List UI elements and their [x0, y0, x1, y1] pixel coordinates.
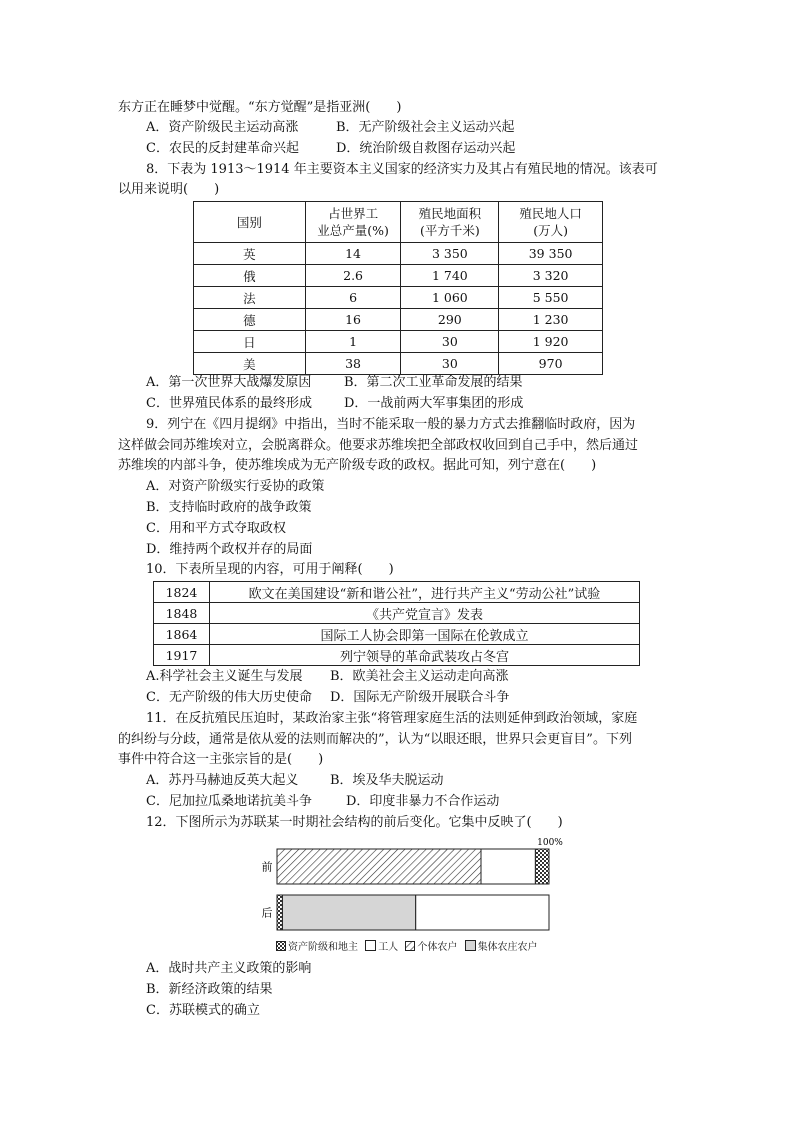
bar-segment	[277, 849, 481, 884]
q11-option-c[interactable]: C．尼加拉瓜桑地诺抗美斗争	[146, 794, 312, 809]
q11-option-b[interactable]: B．埃及华夫脱运动	[330, 773, 444, 788]
q10-stem: 10．下表所呈现的内容，可用于阐释( )	[146, 562, 394, 577]
table-header: 殖民地人口 (万人)	[499, 202, 603, 243]
table-header: 殖民地面积 (平方千米)	[401, 202, 499, 243]
q8-option-b[interactable]: B．第二次工业革命发展的结果	[344, 375, 523, 390]
q8-stem-line-2: 以用来说明( )	[118, 182, 220, 197]
q9-option-a[interactable]: A．对资产阶级实行妥协的政策	[146, 479, 325, 494]
q8-option-c[interactable]: C．世界殖民体系的最终形成	[146, 396, 312, 411]
q8-data-table	[193, 201, 603, 375]
table-row: 1917 列宁领导的革命武装攻占冬宫	[154, 645, 640, 666]
q10-option-c[interactable]: C．无产阶级的伟大历史使命	[146, 690, 312, 705]
q11-option-d[interactable]: D．印度非暴力不合作运动	[346, 794, 500, 809]
q9-stem-line-3: 苏维埃的内部斗争，使苏维埃成为无产阶级专政的政权。据此可知，列宁意在( )	[118, 458, 597, 473]
q7-option-b[interactable]: B．无产阶级社会主义运动兴起	[336, 120, 515, 135]
legend-item-collective-farmers: 集体农庄农户	[465, 942, 538, 953]
table-row: 法 6 1 060 5 550	[194, 287, 603, 309]
percent-label: 100%	[537, 838, 563, 848]
q9-option-b[interactable]: B．支持临时政府的战争政策	[146, 500, 312, 515]
q9-option-c[interactable]: C．用和平方式夺取政权	[146, 521, 286, 536]
bar-segment	[416, 895, 549, 930]
q9-stem-line-2: 这样做会同苏维埃对立，会脱离群众。他要求苏维埃把全部政权收回到自己手中，然后通过	[118, 438, 639, 453]
q7-option-c[interactable]: C．农民的反封建革命兴起	[146, 141, 299, 156]
q7-option-d[interactable]: D．统治阶级自救图存运动兴起	[336, 141, 516, 156]
table-row: 德 16 290 1 230	[194, 309, 603, 331]
q10-timeline-table	[153, 581, 640, 666]
table-row: 美 38 30 970	[194, 353, 603, 375]
bar-segment	[277, 895, 282, 930]
category-label: 后	[261, 906, 273, 920]
table-row: 英 14 3 350 39 350	[194, 243, 603, 265]
q7-option-a[interactable]: A．资产阶级民主运动高涨	[146, 120, 299, 135]
q11-stem-line-1: 11．在反抗殖民压迫时，某政治家主张“将管理家庭生活的法则延伸到政治领域，家庭	[146, 711, 638, 726]
q7-stem-tail: 东方正在睡梦中觉醒。“东方觉醒”是指亚洲( )	[118, 100, 402, 115]
table-row: 1864 国际工人协会即第一国际在伦敦成立	[154, 624, 640, 645]
table-header: 国别	[194, 202, 306, 243]
bar-segment	[282, 895, 415, 930]
category-label: 前	[261, 860, 273, 874]
legend-item-workers: 工人	[365, 942, 398, 953]
bar-segment	[481, 849, 535, 884]
q11-stem-line-3: 事件中符合这一主张宗旨的是( )	[118, 752, 324, 767]
chart-legend	[276, 938, 538, 953]
q8-option-a[interactable]: A．第一次世界大战爆发原因	[146, 375, 312, 390]
q9-stem-line-1: 9．列宁在《四月提纲》中指出，当时不能采取一般的暴力方式去推翻临时政府，因为	[146, 417, 636, 432]
q9-option-d[interactable]: D．维持两个政权并存的局面	[146, 542, 313, 557]
q8-option-d[interactable]: D．一战前两大军事集团的形成	[344, 396, 524, 411]
table-row: 1824 欧文在美国建设“新和谐公社”，进行共产主义“劳动公社”试验	[154, 582, 640, 603]
q12-option-a[interactable]: A．战时共产主义政策的影响	[146, 961, 312, 976]
q12-option-c[interactable]: C．苏联模式的确立	[146, 1003, 260, 1018]
swatch-icon	[365, 940, 376, 951]
swatch-icon	[405, 941, 415, 951]
legend-item-individual-farmers: 个体农户	[405, 942, 457, 953]
swatch-icon	[276, 941, 286, 951]
bar-segment	[535, 849, 549, 884]
table-row: 1848 《共产党宣言》发表	[154, 603, 640, 624]
table-row: 日 1 30 1 920	[194, 331, 603, 353]
legend-item-bourgeoisie: 资产阶级和地主	[276, 942, 358, 953]
q10-option-b[interactable]: B．欧美社会主义运动走向高涨	[330, 669, 509, 684]
q11-option-a[interactable]: A．苏丹马赫迪反英大起义	[146, 773, 299, 788]
swatch-icon	[465, 940, 476, 951]
q10-option-d[interactable]: D．国际无产阶级开展联合斗争	[330, 690, 510, 705]
q12-option-b[interactable]: B．新经济政策的结果	[146, 982, 273, 997]
q11-stem-line-2: 的纠纷与分歧，通常是依从爱的法则而解决的”，认为“以眼还眼，世界只会更盲目”。下列	[118, 732, 632, 747]
table-row: 俄 2.6 1 740 3 320	[194, 265, 603, 287]
q12-stem: 12．下图所示为苏联某一时期社会结构的前后变化。它集中反映了( )	[146, 815, 563, 830]
table-header: 占世界工 业总产量(%)	[305, 202, 401, 243]
q10-option-a[interactable]: A.科学社会主义诞生与发展	[146, 669, 303, 684]
q8-stem-line-1: 8．下表为 1913～1914 年主要资本主义国家的经济实力及其占有殖民地的情况。该表可	[146, 162, 658, 177]
